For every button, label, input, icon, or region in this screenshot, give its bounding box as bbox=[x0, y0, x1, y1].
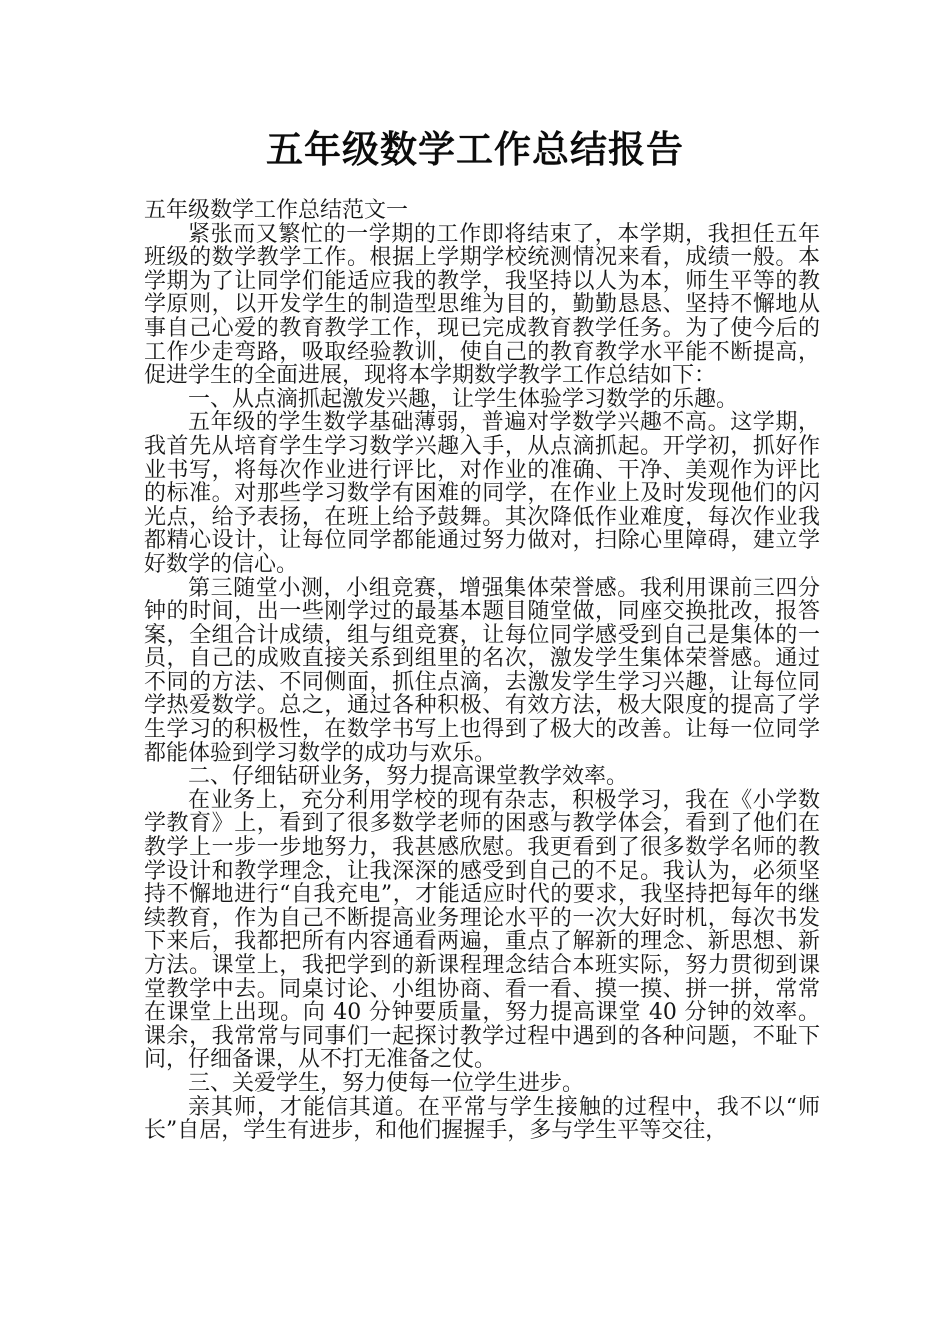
document-title: 五年级数学工作总结报告 bbox=[266, 128, 684, 171]
document-subtitle: 五年级数学工作总结范文一 bbox=[144, 198, 409, 223]
section-heading-3: 三、关爱学生，努力使每一位学生进步。 bbox=[188, 1070, 585, 1096]
paragraph-intro: 紧张而又繁忙的一学期的工作即将结束了，本学期，我担任五年班级的数学教学工作。根据上学期学校统测情况来看，成绩一般。本学期为了让同学们能适应我的教学，我坚持以人为本，师生平等的教学原则，以开发学生的制造型思维为目的，勤勤恳恳、坚持不懈地从事自己心爱的教育教学工作，现已完成教育教学任务。为了使今后的工作少走弯路，吸取经验教训，使自己的教育教学水平能不断提高，促进学生的全面进展，现将本学期数学教学工作总结如下： bbox=[144, 221, 820, 389]
document-body bbox=[144, 199, 820, 1143]
paragraph-interest: 五年级的学生数学基础薄弱，普遍对学数学兴趣不高。这学期，我首先从培育学生学习数学兴趣入手，从点滴抓起。开学初，抓好作业书写，将每次作业进行评比，对作业的准确、干净、美观作为评比的标准。对那些学习数学有困难的同学，在作业上及时发现他们的闪光点，给予表扬，在班上给予鼓舞。其次降低作业难度，每次作业我都精心设计，让每位同学都能通过努力做对，扫除心里障碍，建立学好数学的信心。 bbox=[144, 410, 820, 577]
section-heading-2: 二、仔细钻研业务，努力提高课堂教学效率。 bbox=[188, 764, 629, 790]
paragraph-quiz: 第三随堂小测，小组竞赛，增强集体荣誉感。我利用课前三四分钟的时间，出一些刚学过的最基本题目随堂做，同座交换批改，报答案，全组合计成绩，组与组竞赛，让每位同学感受到自己是集体的一员，自己的成败直接关系到组里的名次，激发学生集体荣誉感。通过不同的方法、不同侧面，抓住点滴，去激发学生学习兴趣，让每位同学热爱数学。总之，通过各种积极、有效方法，极大限度的提高了学生学习的积极性，在数学书写上也得到了极大的改善。让每一位同学都能体验到学习数学的成功与欢乐。 bbox=[144, 575, 820, 766]
section-heading-1: 一、从点滴抓起激发兴趣，让学生体验学习数学的乐趣。 bbox=[188, 386, 739, 412]
paragraph-care: 亲其师，才能信其道。在平常与学生接触的过程中，我不以“师长”自居，学生有进步，和他们握握手，多与学生平等交往， bbox=[144, 1094, 820, 1144]
paragraph-professional: 在业务上，充分利用学校的现有杂志，积极学习，我在《小学数学教育》上，看到了很多数学老师的困惑与教学体会，看到了他们在教学上一步一步地努力，我甚感欣慰。我更看到了很多数学名师的教学设计和教学理念，让我深深的感受到自己的不足。我认为，必须坚持不懈地进行“自我充电”，才能适应时代的要求，我坚持把每年的继续教育，作为自己不断提高业务理论水平的一次大好时机，每次书发下来后，我都把所有内容通看两遍，重点了解新的理念、新思想、新方法。课堂上，我把学到的新课程理念结合本班实际，努力贯彻到课堂教学中去。同桌讨论、小组协商、看一看、摸一摸、拼一拼，常常在课堂上出现。向 40 分钟要质量，努力提高课堂 40 分钟的效率。课余，我常常与同事们一起探讨教学过程中遇到的各种问题，不耻下问，仔细备课，从不打无准备之仗。 bbox=[144, 787, 820, 1073]
